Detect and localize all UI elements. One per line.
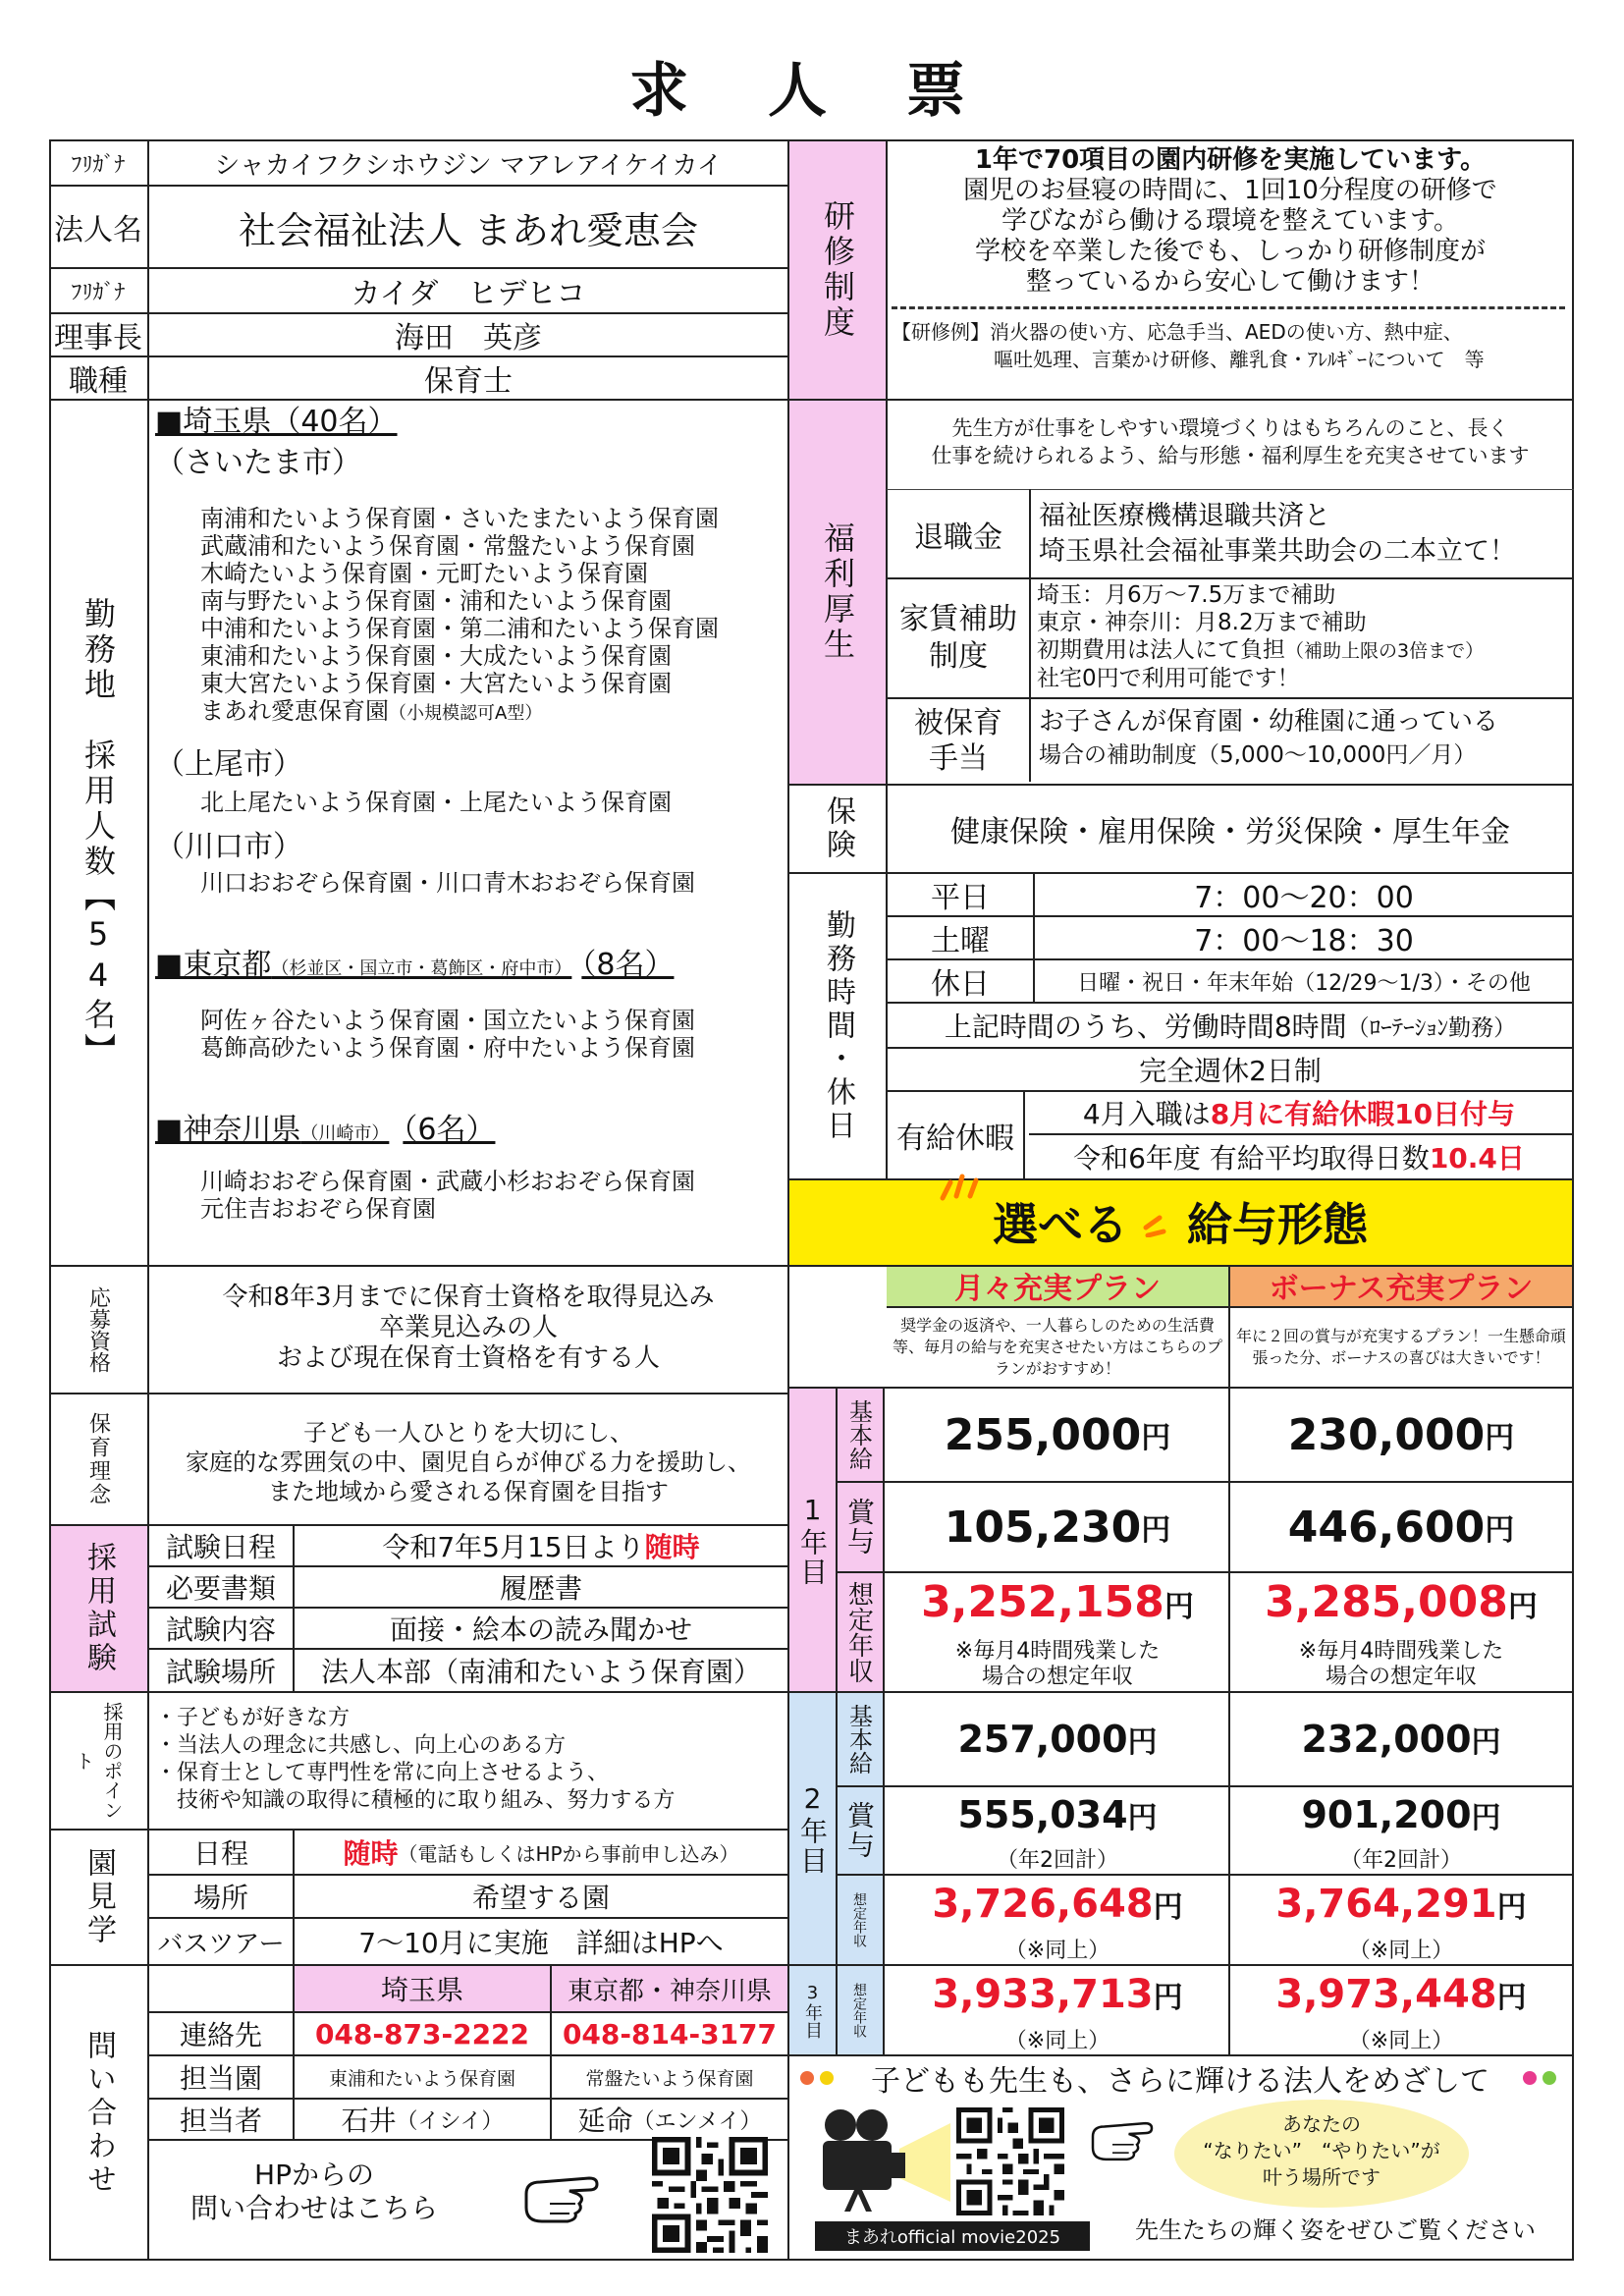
yen-unit: 円 bbox=[1153, 1981, 1183, 2015]
nursery-label: 担当園 bbox=[179, 2062, 262, 2095]
nursery-line: 南与野たいよう保育園・浦和たいよう保育園 bbox=[200, 587, 672, 615]
nursery-saitama: 東浦和たいよう保育園 bbox=[328, 2067, 515, 2090]
nursery-line: 川崎おおぞら保育園・武蔵小杉おおぞら保育園 bbox=[200, 1168, 695, 1195]
insurance-value: 健康保険・雇用保険・労災保険・厚生年金 bbox=[950, 815, 1510, 849]
y2-annual-plan-a bbox=[887, 1878, 1228, 1964]
nursery-line: 東浦和たいよう保育園・大成たいよう保育園 bbox=[200, 642, 672, 670]
y2-base-plan-a bbox=[887, 1693, 1228, 1785]
retire-text bbox=[1039, 499, 1569, 570]
pointing-hand-2-icon bbox=[1088, 2111, 1166, 2166]
annual-note: 場合の想定年収 bbox=[981, 1665, 1133, 1689]
rotation-note: （ﾛｰﾃｰｼｮﾝ勤務） bbox=[1346, 1014, 1517, 1041]
y2-base-label: 基本給 bbox=[844, 1704, 873, 1775]
philosophy-label: 保育理念 bbox=[85, 1412, 111, 1506]
yen-unit: 円 bbox=[1127, 1725, 1158, 1760]
rent-line: 初期費用は法人にて負担 bbox=[1037, 637, 1285, 663]
amount: 257,000 bbox=[957, 1718, 1128, 1761]
movie-qr-code-icon[interactable] bbox=[956, 2107, 1064, 2215]
visit-anytime: 随時 bbox=[343, 1837, 399, 1870]
amount: 555,034 bbox=[957, 1793, 1128, 1836]
rep-name: 海田 英彦 bbox=[395, 321, 542, 355]
saitama-heading: ■埼玉県（40名） bbox=[155, 405, 398, 439]
person-label: 担当者 bbox=[179, 2105, 262, 2137]
person-tokyo bbox=[552, 2100, 787, 2139]
tokyo-heading: ■東京都 bbox=[155, 948, 272, 982]
welfare-label: 福利厚生 bbox=[819, 521, 856, 663]
amount: 3,285,008 bbox=[1265, 1577, 1508, 1627]
nursery-note: （小規模認可A型） bbox=[389, 703, 543, 724]
points-label: 採用のポイント bbox=[72, 1702, 124, 1820]
banner-text-1: 選べる bbox=[993, 1198, 1128, 1251]
same-note: （※同上） bbox=[1348, 2029, 1454, 2053]
visit-date-label: 日程 bbox=[192, 1837, 248, 1870]
person-b-name: 延命 bbox=[577, 2105, 633, 2137]
visit-date-note: （電話もしくはHPから事前申し込み） bbox=[398, 1841, 739, 1866]
exam-date bbox=[295, 1526, 787, 1565]
movie-camera-icon bbox=[815, 2104, 952, 2212]
y2-bonus-label: 賞与 bbox=[843, 1801, 876, 1860]
amount: 3,764,291 bbox=[1275, 1882, 1497, 1927]
points-line: 技術や知識の取得に積極的に取り組み、努力する方 bbox=[155, 1788, 676, 1813]
bubble-line: あなたの bbox=[1282, 2112, 1361, 2136]
bus-tour-label: バスツアー bbox=[157, 1929, 285, 1959]
paid-leave-2a: 令和6年度 有給平均取得日数 bbox=[1073, 1142, 1430, 1175]
furigana-label: ﾌﾘｶﾞﾅ bbox=[71, 152, 126, 178]
welfare-intro-line: 仕事を続けられるよう、給与形態・福利厚生を充実させています bbox=[931, 444, 1530, 467]
saturday-hours: 7：00～18：30 bbox=[1194, 924, 1414, 958]
workplace-list bbox=[155, 403, 784, 1223]
weekday-hours: 7：00～20：00 bbox=[1194, 881, 1414, 915]
banner-text-2: 給与形態 bbox=[1187, 1198, 1368, 1251]
y2-annual-plan-b bbox=[1229, 1878, 1573, 1964]
kawaguchi-city: （川口市） bbox=[155, 830, 302, 864]
yen-unit: 円 bbox=[1507, 1590, 1538, 1624]
exam-label: 採用試験 bbox=[81, 1542, 116, 1675]
exam-docs: 履歴書 bbox=[499, 1572, 582, 1605]
movie-caption: まあれofficial movie2025 bbox=[815, 2221, 1090, 2251]
exam-content: 面接・絵本の読み聞かせ bbox=[389, 1613, 692, 1646]
year3-label: 3年目 bbox=[802, 1982, 823, 2039]
exam-place-label: 試験場所 bbox=[165, 1656, 276, 1688]
kanagawa-heading: ■神奈川県 bbox=[155, 1113, 301, 1147]
yen-unit: 円 bbox=[1496, 1981, 1527, 2015]
amount: 3,933,713 bbox=[932, 1972, 1154, 2017]
workplace-label: 勤務地 採用人数【54名】 bbox=[80, 597, 117, 1068]
hp-contact-text[interactable] bbox=[167, 2159, 461, 2225]
hp-line: 問い合わせはこちら bbox=[189, 2192, 438, 2224]
paid-leave-2 bbox=[1025, 1135, 1573, 1178]
philosophy-line: 子ども一人ひとりを大切にし、 bbox=[303, 1419, 633, 1447]
y1-annual-plan-a bbox=[887, 1575, 1228, 1691]
banner-sparkle-small-icon bbox=[1128, 1195, 1187, 1248]
person-a-name: 石井 bbox=[341, 2105, 397, 2137]
corp-name: 社会福祉法人 まあれ愛恵会 bbox=[238, 208, 699, 252]
corp-furigana: シャカイフクシホウジン マアレアイケイカイ bbox=[214, 150, 723, 181]
same-note: （※同上） bbox=[1004, 2029, 1110, 2053]
y2-bonus-plan-a bbox=[887, 1789, 1228, 1874]
training-examples-line: 嘔吐処理、言葉かけ研修、離乳食・ｱﾚﾙｷﾞｰについて 等 bbox=[994, 348, 1485, 371]
same-note: （※同上） bbox=[1348, 1939, 1454, 1963]
y1-base-label: 基本給 bbox=[844, 1399, 873, 1470]
pointing-hand-icon bbox=[520, 2164, 615, 2229]
rent-line: 埼玉：月6万～7.5万まで補助 bbox=[1037, 582, 1336, 608]
child-line: お子さんが保育園・幼稚園に通っている bbox=[1039, 707, 1499, 737]
tokyo-count: （8名） bbox=[581, 948, 675, 982]
bubble-text bbox=[1174, 2111, 1469, 2191]
yen-unit: 円 bbox=[1164, 1590, 1194, 1624]
nursery-line: まあれ愛恵保育園 bbox=[200, 697, 389, 725]
plan-a-heading: 月々充実プラン bbox=[954, 1272, 1161, 1306]
philosophy-line: 家庭的な雰囲気の中、園児自らが伸びる力を援助し、 bbox=[186, 1449, 751, 1476]
y3-annual-label: 想定年収 bbox=[851, 1983, 867, 2038]
amount: 446,600 bbox=[1287, 1502, 1486, 1553]
y3-annual-plan-b bbox=[1229, 1968, 1573, 2054]
bonus-note: （年2回計） bbox=[997, 1848, 1118, 1873]
rep-furigana: カイダ ヒデヒコ bbox=[351, 277, 586, 311]
points-line: ・当法人の理念に共感し、向上心のある方 bbox=[155, 1733, 567, 1758]
dots-left-icon bbox=[797, 2066, 846, 2090]
welfare-intro-line: 先生方が仕事をしやすい環境づくりはもちろんのこと、長く bbox=[951, 416, 1509, 440]
working-hours-text: 上記時間のうち、労働時間8時間 bbox=[944, 1011, 1347, 1043]
y1-bonus-plan-b bbox=[1229, 1483, 1573, 1571]
dots-right-icon bbox=[1520, 2066, 1569, 2090]
yen-unit: 円 bbox=[1496, 1890, 1527, 1925]
exam-place: 法人本部（南浦和たいよう保育園） bbox=[320, 1656, 761, 1688]
yen-unit: 円 bbox=[1485, 1513, 1515, 1548]
retire-line: 埼玉県社会福祉事業共助会の二本立て！ bbox=[1039, 536, 1516, 567]
bubble-line: “なりたい” “やりたい”が bbox=[1203, 2139, 1440, 2162]
qualification-line: 卒業見込みの人 bbox=[378, 1313, 558, 1342]
y1-annual-plan-b bbox=[1229, 1575, 1573, 1691]
insurance-label: 保険 bbox=[821, 795, 855, 862]
nursery-line: 北上尾たいよう保育園・上尾たいよう保育園 bbox=[200, 789, 672, 816]
points-line: ・子どもが好きな方 bbox=[155, 1706, 351, 1730]
tel-tokyo[interactable]: 048-814-3177 bbox=[562, 2017, 778, 2050]
rep-label: 理事長 bbox=[54, 321, 142, 355]
rent-line: 社宅0円で利用可能です！ bbox=[1037, 666, 1300, 691]
child-line: 場合の補助制度（5,000～10,000円／月） bbox=[1039, 742, 1477, 768]
paid-leave-1b: 8月に有給休暇10日付与 bbox=[1210, 1098, 1516, 1130]
yen-unit: 円 bbox=[1471, 1725, 1501, 1760]
rent-note: （補助上限の3倍まで） bbox=[1285, 640, 1485, 662]
y2-bonus-plan-b bbox=[1229, 1789, 1573, 1874]
training-line: 園児のお昼寝の時間に、1回10分程度の研修で bbox=[963, 176, 1497, 205]
job-label: 職種 bbox=[69, 364, 128, 399]
training-line: 1年で70項目の園内研修を実施しています。 bbox=[974, 145, 1487, 175]
person-a-kana: （イシイ） bbox=[396, 2108, 504, 2134]
hours-label: 勤務時間・休日 bbox=[821, 909, 855, 1143]
saturday-label: 土曜 bbox=[931, 924, 990, 958]
y1-bonus-plan-a bbox=[887, 1483, 1228, 1571]
nursery-line: 阿佐ヶ谷たいよう保育園・国立たいよう保育園 bbox=[200, 1007, 695, 1034]
rent-label bbox=[888, 579, 1029, 697]
y1-bonus-label: 賞与 bbox=[843, 1498, 876, 1557]
amount: 255,000 bbox=[944, 1409, 1142, 1460]
y3-annual-plan-a bbox=[887, 1968, 1228, 2054]
nursery-line: 東大宮たいよう保育園・大宮たいよう保育園 bbox=[200, 670, 672, 697]
yen-unit: 円 bbox=[1153, 1890, 1183, 1925]
visit-label: 園見学 bbox=[81, 1847, 116, 1947]
training-line: 整っているから安心して働けます！ bbox=[1025, 267, 1435, 297]
training-examples bbox=[892, 318, 1569, 373]
nursery-tokyo: 常盤たいよう保育園 bbox=[585, 2067, 754, 2090]
exam-date-anytime: 随時 bbox=[644, 1531, 700, 1563]
amount: 230,000 bbox=[1287, 1409, 1486, 1460]
nursery-line: 木崎たいよう保育園・元町たいよう保育園 bbox=[200, 560, 648, 587]
paid-leave-2b: 10.4日 bbox=[1429, 1142, 1525, 1175]
child-label-text: 被保育手当 bbox=[914, 706, 1002, 776]
y1-base-plan-b bbox=[1229, 1389, 1573, 1481]
annual-note: 場合の想定年収 bbox=[1325, 1665, 1477, 1689]
yen-unit: 円 bbox=[1485, 1421, 1515, 1455]
hp-line: HPからの bbox=[254, 2159, 374, 2191]
paid-leave-label: 有給休暇 bbox=[896, 1121, 1014, 1156]
hp-qr-code-icon[interactable] bbox=[652, 2137, 768, 2253]
person-b-kana: （エンメイ） bbox=[632, 2108, 762, 2134]
y2-base-plan-b bbox=[1229, 1693, 1573, 1785]
paid-leave-1 bbox=[1025, 1092, 1573, 1133]
y1-annual-label: 想定年収 bbox=[843, 1581, 874, 1683]
exam-date-text: 令和7年5月15日より bbox=[382, 1531, 645, 1563]
saitama-city: （さいたま市） bbox=[155, 446, 361, 480]
year1-label: 1年目 bbox=[796, 1493, 829, 1587]
annual-note: ※毎月4時間残業した bbox=[954, 1639, 1161, 1664]
retire-line: 福祉医療機構退職共済と bbox=[1039, 501, 1330, 531]
tel-label: 連絡先 bbox=[179, 2019, 262, 2051]
rent-text bbox=[1037, 581, 1572, 692]
salary-banner bbox=[788, 1178, 1572, 1265]
nursery-line: 川口おおぞら保育園・川口青木おおぞら保育園 bbox=[200, 869, 695, 897]
tel-saitama[interactable]: 048-873-2222 bbox=[314, 2017, 530, 2050]
visit-place-label: 場所 bbox=[192, 1882, 248, 1914]
philosophy-line: また地域から愛される保育園を目指す bbox=[268, 1478, 669, 1505]
nursery-line: 元住吉おおぞら保育園 bbox=[200, 1195, 436, 1223]
y1-base-plan-a bbox=[887, 1389, 1228, 1481]
training-text bbox=[888, 145, 1573, 298]
plan-b-description: 年に２回の賞与が充実するプラン！一生懸命頑張った分、ボーナスの喜びは大きいです！ bbox=[1235, 1327, 1566, 1367]
weekly-holiday: 完全週休2日制 bbox=[1139, 1055, 1322, 1087]
retire-label: 退職金 bbox=[914, 520, 1002, 555]
qualification-text bbox=[149, 1283, 787, 1374]
nursery-line: 南浦和たいよう保育園・さいたまたいよう保育園 bbox=[200, 505, 719, 532]
qualification-line: および現在保育士資格を有する人 bbox=[276, 1343, 660, 1373]
yen-unit: 円 bbox=[1127, 1801, 1158, 1835]
same-note: （※同上） bbox=[1004, 1939, 1110, 1963]
amount: 3,252,158 bbox=[921, 1577, 1164, 1627]
amount: 232,000 bbox=[1301, 1718, 1472, 1761]
rent-line: 東京・神奈川：月8.2万まで補助 bbox=[1037, 610, 1367, 635]
points-line: ・保育士として専門性を常に向上させるよう、 bbox=[155, 1761, 610, 1785]
working-hours-note bbox=[888, 1004, 1573, 1047]
bubble-line: 叶う場所です bbox=[1263, 2165, 1380, 2189]
plan-a-description: 奨学金の返済や、一人暮らしのための生活費等、毎月の給与を充実させたい方はこちらのプランがおすすめ！ bbox=[892, 1316, 1222, 1378]
training-label: 研修制度 bbox=[819, 199, 856, 341]
amount: 3,973,448 bbox=[1275, 1972, 1497, 2017]
yen-unit: 円 bbox=[1141, 1513, 1171, 1548]
tokyo-note: （杉並区・国立市・葛飾区・府中市） bbox=[271, 958, 572, 979]
weekday-label: 平日 bbox=[931, 881, 990, 915]
nursery-line: 葛飾高砂たいよう保育園・府中たいよう保育園 bbox=[200, 1034, 695, 1062]
training-line: 学びながら働ける環境を整えています。 bbox=[1001, 206, 1459, 236]
job-value: 保育士 bbox=[424, 364, 513, 399]
annual-note: ※毎月4時間残業した bbox=[1298, 1639, 1504, 1664]
training-line: 学校を卒業した後でも、しっかり研修制度が bbox=[974, 237, 1486, 266]
amount: 3,726,648 bbox=[932, 1882, 1154, 1927]
exam-date-label: 試験日程 bbox=[165, 1531, 276, 1563]
visit-date bbox=[295, 1831, 787, 1874]
y2-annual-label: 想定年収 bbox=[851, 1892, 867, 1947]
ageo-city: （上尾市） bbox=[155, 747, 302, 782]
child-allowance-label bbox=[888, 699, 1029, 784]
welfare-intro bbox=[888, 414, 1573, 469]
rent-label-text: 家賃補助制度 bbox=[899, 602, 1017, 674]
paid-leave-1a: 4月入職は bbox=[1082, 1098, 1211, 1130]
page-title: 求 人 票 bbox=[629, 57, 995, 126]
kanagawa-count: （6名） bbox=[403, 1113, 496, 1147]
yen-unit: 円 bbox=[1471, 1801, 1501, 1835]
cta-text: 先生たちの輝く姿をぜひご覧ください bbox=[1135, 2215, 1536, 2244]
training-examples-line: 【研修例】消火器の使い方、応急手当、AEDの使い方、熱中症、 bbox=[892, 320, 1463, 344]
child-allowance-text bbox=[1039, 705, 1569, 772]
philosophy-text bbox=[149, 1418, 787, 1506]
slogan: 子どもも先生も、さらに輝ける法人をめざして bbox=[871, 2064, 1489, 2099]
amount: 105,230 bbox=[944, 1502, 1142, 1553]
kanagawa-note: （川崎市） bbox=[300, 1123, 390, 1144]
person-saitama bbox=[295, 2100, 550, 2139]
bonus-note: （年2回計） bbox=[1340, 1848, 1462, 1873]
rep-furigana-label: ﾌﾘｶﾞﾅ bbox=[71, 280, 126, 305]
corp-name-label: 法人名 bbox=[54, 213, 142, 247]
yen-unit: 円 bbox=[1141, 1421, 1171, 1455]
contact-col-tokyo: 東京都・神奈川県 bbox=[567, 1976, 772, 2006]
visit-place: 希望する園 bbox=[471, 1882, 610, 1914]
contact-label: 問い合わせ bbox=[81, 2030, 116, 2197]
plan-b-heading: ボーナス充実プラン bbox=[1269, 1272, 1534, 1306]
bus-tour: 7～10月に実施 詳細はHPへ bbox=[358, 1927, 724, 1959]
points-text bbox=[155, 1705, 784, 1815]
qualification-line: 令和8年3月までに保育士資格を取得見込み bbox=[222, 1283, 715, 1312]
nursery-line: 武蔵浦和たいよう保育園・常盤たいよう保育園 bbox=[200, 532, 695, 560]
exam-docs-label: 必要書類 bbox=[165, 1572, 276, 1605]
nursery-line: 中浦和たいよう保育園・第二浦和たいよう保育園 bbox=[200, 615, 719, 642]
holiday-label: 休日 bbox=[931, 967, 990, 1002]
year2-label: 2年目 bbox=[796, 1781, 829, 1876]
qualification-label: 応募資格 bbox=[85, 1286, 111, 1373]
exam-content-label: 試験内容 bbox=[165, 1613, 276, 1646]
amount: 901,200 bbox=[1301, 1793, 1472, 1836]
contact-col-saitama: 埼玉県 bbox=[380, 1974, 463, 2006]
holiday-value: 日曜・祝日・年末年始（12/29～1/3）・その他 bbox=[1077, 970, 1531, 996]
